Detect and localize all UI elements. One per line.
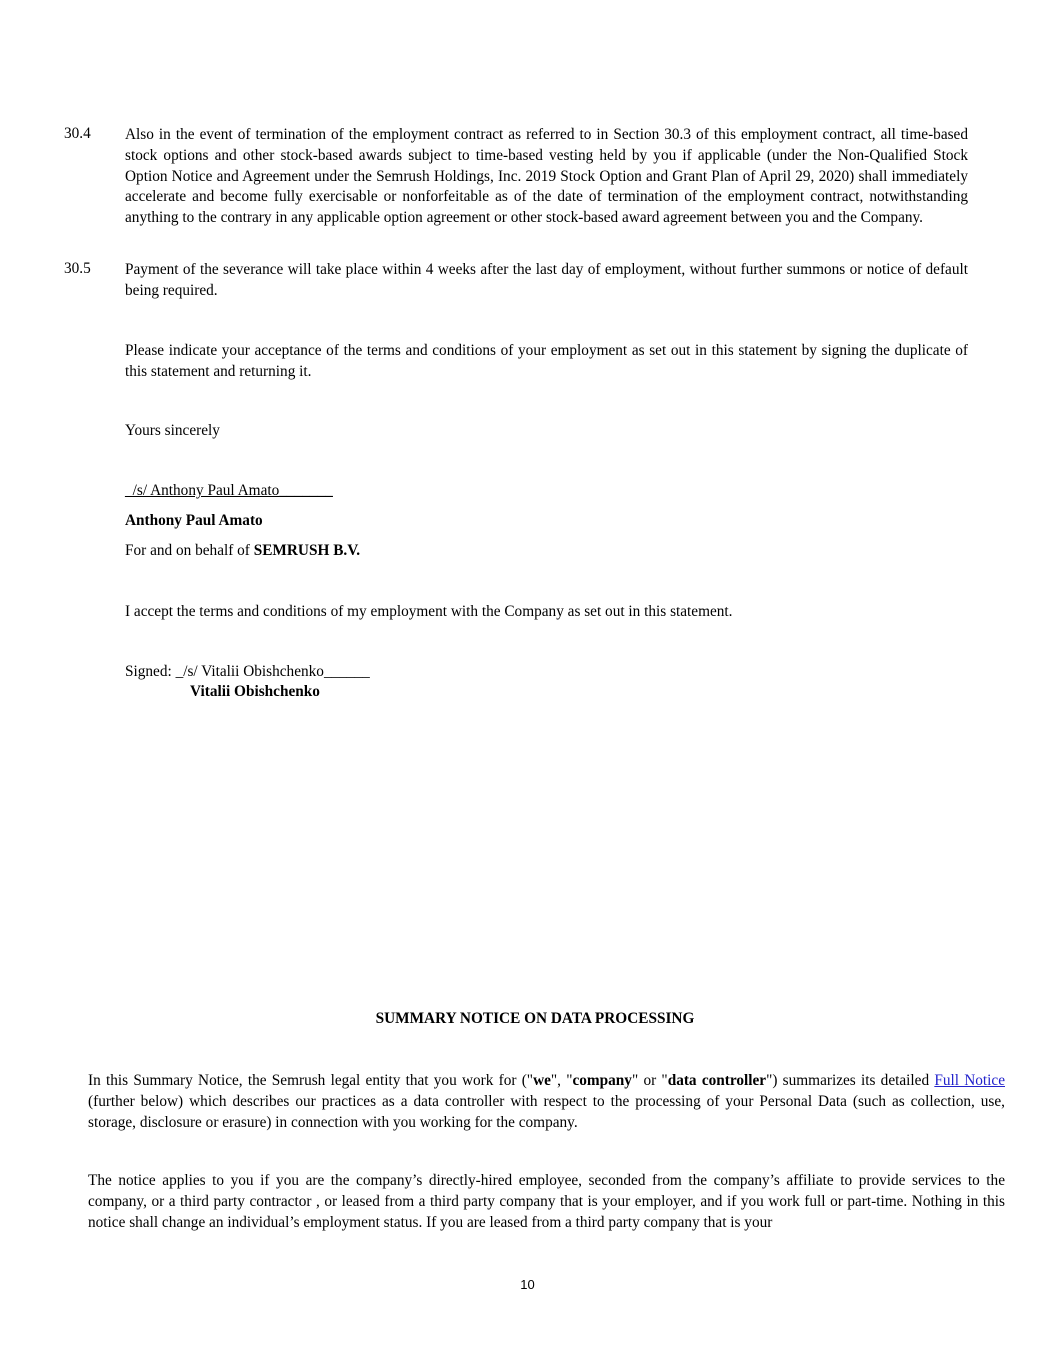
company-signature-line — [125, 481, 968, 502]
on-behalf-prefix: For and on behalf of — [125, 542, 254, 559]
term-data-controller: data controller — [667, 1072, 767, 1089]
notice-p1-intro: In this Summary Notice, the Semrush legal entity that you work for (" — [88, 1072, 534, 1089]
clause-text-30-5: Payment of the severance will take place within 4 weeks after the last day of employment, without further summons or notice of default being required. — [125, 261, 968, 299]
term-we: we — [533, 1072, 551, 1089]
closing-salutation: Yours sincerely — [125, 422, 220, 439]
employee-signer-name: Vitalii Obishchenko — [190, 683, 320, 700]
company-signature-underscores: _______ — [279, 482, 333, 499]
notice-p1-after-terms: ") summarizes its detailed — [766, 1072, 935, 1089]
clause-number-30-4: 30.4 — [64, 125, 91, 142]
signed-label: Signed: — [125, 663, 176, 680]
company-signer-name: Anthony Paul Amato — [125, 512, 263, 529]
notice-p1-sep2: " or " — [631, 1072, 668, 1089]
company-name: SEMRUSH B.V. — [253, 542, 361, 559]
employee-signature-line — [125, 662, 968, 683]
on-behalf-line — [125, 541, 968, 562]
employee-acceptance-statement: I accept the terms and conditions of my employment with the Company as set out in this statement. — [125, 603, 733, 620]
term-company: company — [572, 1072, 632, 1089]
clause-number-30-5: 30.5 — [64, 260, 91, 277]
acceptance-request-paragraph: Please indicate your acceptance of the terms and conditions of your employment as set out in this statement by signing the duplicate of this statement and returning it. — [125, 342, 968, 380]
employee-signature-text: _/s/ Vitalii Obishchenko______ — [175, 663, 370, 680]
notice-p1-rest: (further below) which describes our practices as a data controller with respect to the processing of your Personal Data (such as collection, use, storage, disclosure or erasure) in connection with you working for the company. — [88, 1092, 1005, 1131]
page-number: 10 — [520, 1277, 535, 1292]
notice-heading: SUMMARY NOTICE ON DATA PROCESSING — [375, 1010, 695, 1027]
clause-text-30-4: Also in the event of termination of the employment contract as referred to in Section 30.3 of this employment contract, all time-based stock options and other stock-based awards subject to time-based vesting held by you if applicable (under the Non-Qualified Stock Option Notice and Agreement under the Semrush Holdings, Inc. 2019 Stock Option and Grant Plan of April 29, 2020) shall immediately accelerate and become fully exercisable or nonforfeitable as of the date of termination of the employment contract, notwithstanding anything to the contrary in any applicable option agreement or other stock-based award agreement between you and the Company. — [125, 126, 968, 227]
notice-paragraph-2: The notice applies to you if you are the company’s directly-hired employee, seconded from the company’s affiliate to provide services to the company, or a third party contractor , or leased from a third party company that is your employer, and if you work full or part-time. Nothing in this notice shall change an individual’s employment status. If you are leased from a third party company that is your — [88, 1172, 1005, 1231]
notice-p1-sep1: ", " — [550, 1072, 573, 1089]
notice-paragraph-1 — [88, 1071, 1005, 1133]
full-notice-link[interactable]: Full Notice — [934, 1072, 1005, 1089]
company-signature-text: _/s/ Anthony Paul Amato — [125, 482, 280, 499]
